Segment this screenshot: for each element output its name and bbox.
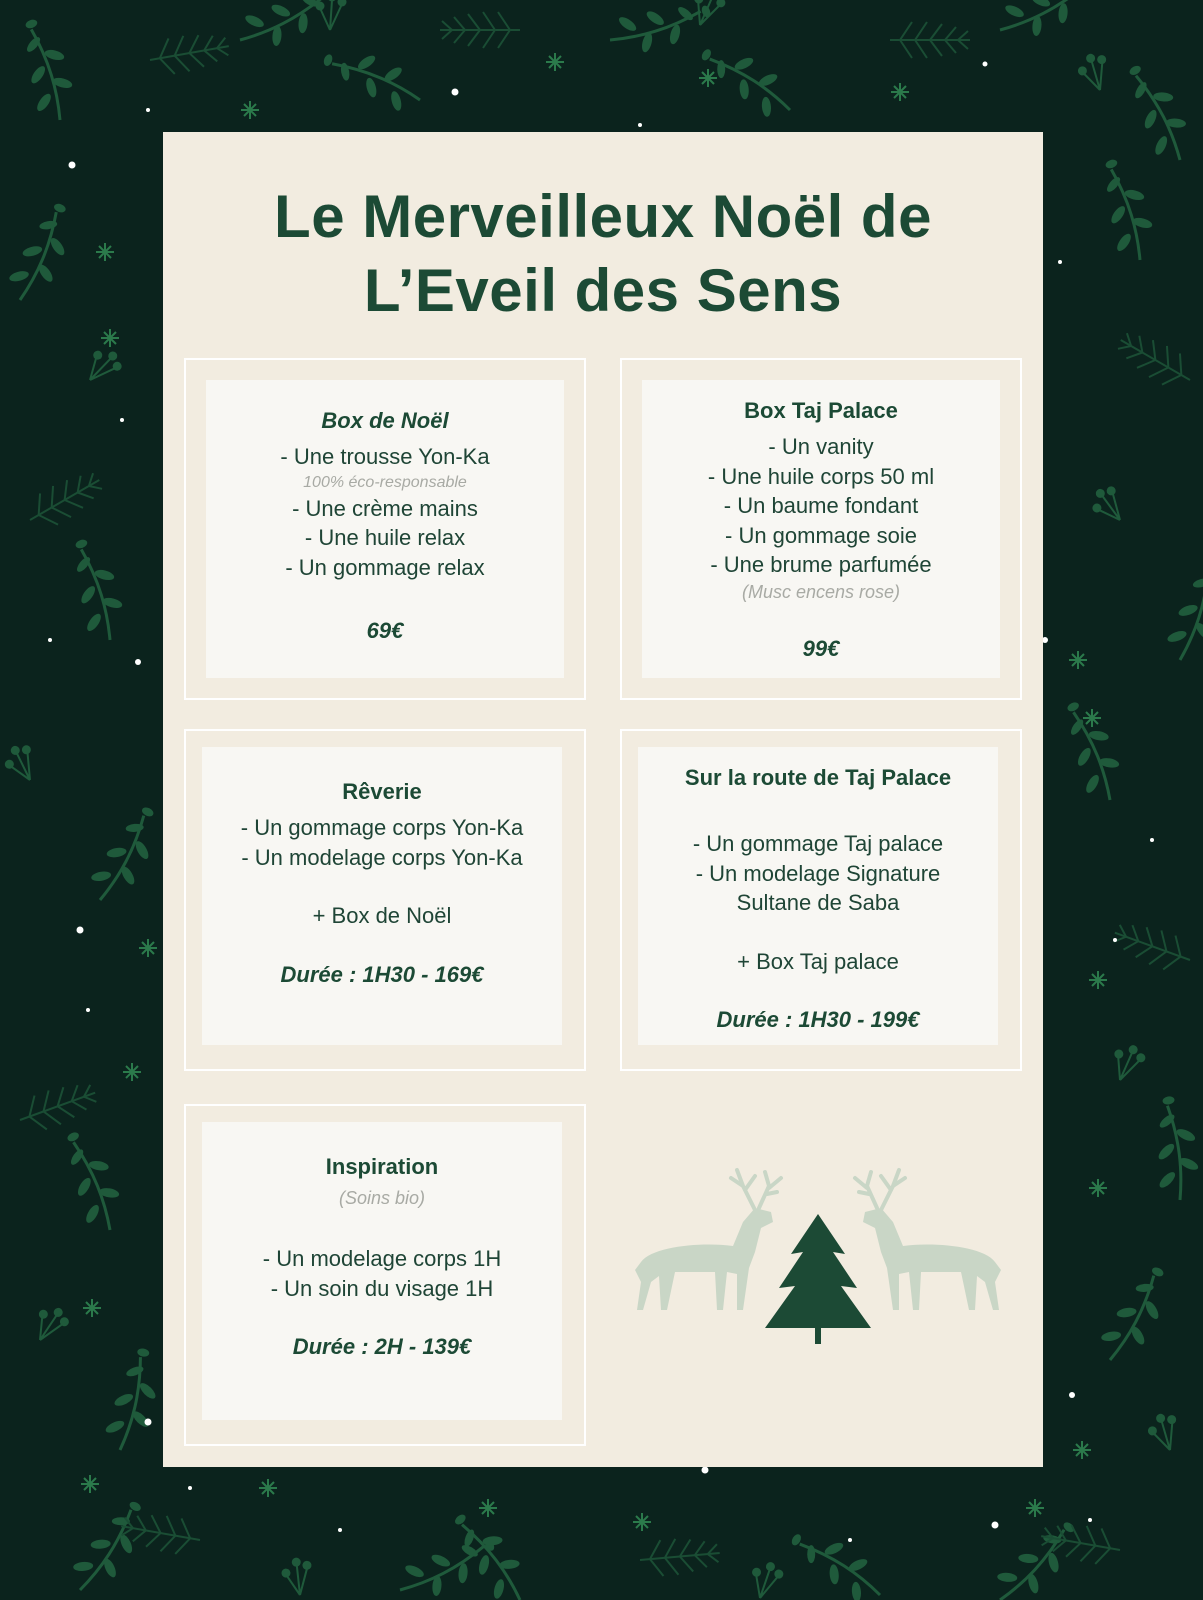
item-line: - Un modelage corps 1H	[262, 1246, 502, 1271]
offer-card-reverie	[184, 729, 586, 1071]
offer-card-inspiration	[184, 1104, 586, 1446]
item-line: - Un gommage Taj palace	[692, 831, 944, 856]
item-line: - Une huile corps 50 ml	[707, 463, 935, 489]
card-content	[202, 747, 562, 1045]
card-title: Box Taj Palace	[744, 398, 898, 423]
card-title: Rêverie	[342, 779, 422, 804]
card-title: Sur la route de Taj Palace	[684, 765, 952, 790]
item-line: - Un soin du visage 1H	[270, 1275, 494, 1301]
item-line: - Un modelage corps Yon-Ka	[241, 844, 523, 870]
item-line: - Une huile relax	[304, 525, 466, 550]
item-line: - Un modelage Signature	[695, 860, 941, 886]
card-content	[206, 380, 564, 678]
card-content	[638, 747, 998, 1045]
card-content	[202, 1122, 562, 1420]
reindeer-tree-illustration	[623, 1142, 1013, 1372]
card-price: Durée : 2H - 139€	[292, 1334, 472, 1359]
offer-card-box-de-noel	[184, 358, 586, 700]
item-line: - Un vanity	[768, 434, 874, 459]
offer-card-box-taj-palace	[620, 358, 1022, 700]
item-line: - Un gommage corps Yon-Ka	[240, 815, 524, 840]
offer-card-sur-la-route-de-taj-palace	[620, 729, 1022, 1071]
card-price: Durée : 1H30 - 199€	[716, 1007, 920, 1032]
deer-right-icon	[855, 1170, 1001, 1310]
card-title: Inspiration	[325, 1154, 439, 1179]
card-title: Box de Noël	[321, 408, 449, 433]
deer-left-icon	[635, 1170, 781, 1310]
card-price: 99€	[802, 635, 840, 661]
fir-tree-icon	[765, 1214, 871, 1344]
card-price: 69€	[366, 618, 404, 643]
item-line: - Une brume parfumée	[710, 552, 932, 577]
card-price: Durée : 1H30 - 169€	[280, 961, 484, 987]
item-line: - Une crème mains	[292, 495, 478, 521]
item-note: (Musc encens rose)	[741, 581, 901, 602]
menu-panel	[163, 132, 1043, 1467]
item-note: (Soins bio)	[338, 1188, 426, 1208]
item-line: - Un gommage soie	[725, 522, 917, 548]
item-extra: + Box Taj palace	[737, 948, 899, 974]
item-line: - Un baume fondant	[723, 493, 919, 518]
item-line: - Une trousse Yon-Ka	[280, 444, 490, 469]
item-extra: + Box de Noël	[312, 903, 452, 928]
item-line: Sultane de Saba	[736, 890, 900, 915]
page-title	[163, 180, 1043, 328]
item-note: 100% éco-responsable	[303, 473, 467, 491]
title-line-2: L’Eveil des Sens	[363, 257, 843, 324]
card-content	[642, 380, 1000, 678]
title-line-1: Le Merveilleux Noël de	[274, 183, 932, 250]
item-line: - Un gommage relax	[285, 554, 485, 580]
